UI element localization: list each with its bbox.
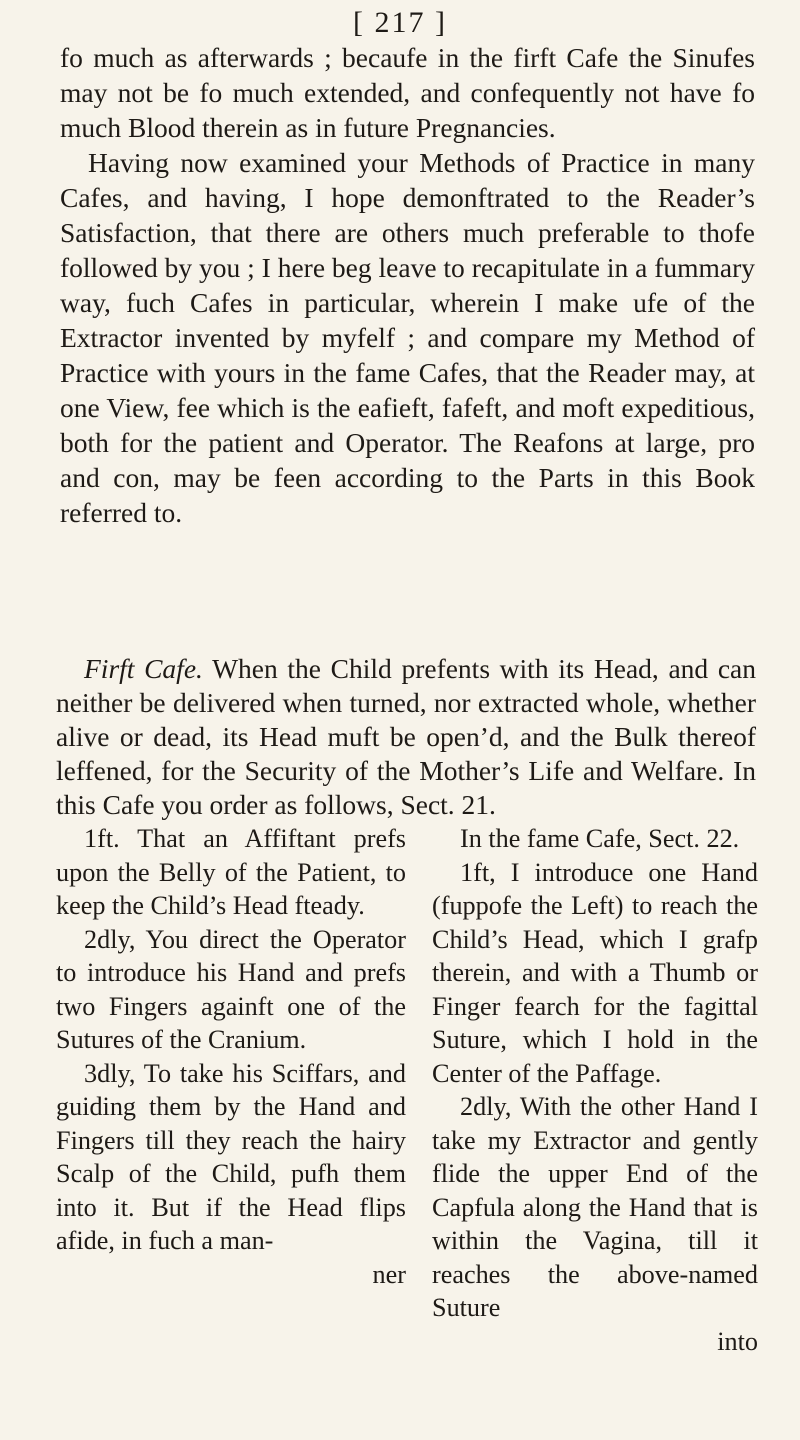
catchword: ner	[372, 1259, 406, 1289]
paragraph: Having now examined your Methods of Practice in many Cafes, and having, I hope demonftrated to the Reader’s Satisfaction, that there are others much preferable to thofe followed by you ; I here beg leave to recapitulate in a fummary way, fuch Cafes in particular, wherein I make ufe of the Extractor invented by myfelf ; and compare my Method of Practice with yours in the fame Cafes, that the Reader may, at one View, fee which is the eafieft, fafeft, and moft expeditious, both for the patient and Operator. The Reafons at large, pro and con, may be feen according to the Parts in this Book referred to.	[60, 147, 755, 528]
column-paragraph: 3dly, To take his Sciffars, and guiding them by the Hand and Fingers till they reach the hairy Scalp of the Child, pufh them into it. But if the Head flips afide, in fuch a man-	[56, 1058, 406, 1255]
column-paragraph: 2dly, You direct the Operator to introduce his Hand and prefs two Fingers againft one of the Sutures of the Cranium.	[56, 924, 406, 1054]
column-paragraph: 1ft, I introduce one Hand (fuppofe the Left) to reach the Child’s Head, which I grafp therein, and with a Thumb or Finger fearch for the fagittal Suture, which I hold in the Center of the Paffage.	[432, 857, 758, 1088]
first-case-paragraph	[56, 652, 756, 822]
catchword: into	[717, 1326, 758, 1356]
case-text: When the Child prefents with its Head, and can neither be delivered when turned, nor extracted whole, whether alive or dead, its Head muft be open’d, and the Bulk thereof leffened, for the Security of the Mother’s Life and Welfare. In this Cafe you order as follows, Sect. 21.	[56, 653, 756, 820]
case-heading: Firft Cafe.	[84, 653, 203, 684]
paragraph: fo much as afterwards ; becaufe in the firft Cafe the Sinufes may not be fo much extended, and confequently not have fo much Blood therein as in future Pregnancies.	[60, 42, 755, 143]
right-column	[432, 822, 758, 1358]
column-heading: In the fame Cafe, Sect. 22.	[460, 824, 740, 853]
left-column	[56, 822, 406, 1291]
column-paragraph: 1ft. That an Affiftant prefs upon the Belly of the Patient, to keep the Child’s Head fteady.	[56, 824, 406, 920]
column-paragraph: 2dly, With the other Hand I take my Extractor and gently flide the upper End of the Capfula along the Hand that is within the Vagina, till it reaches the above-named Suture	[432, 1092, 758, 1322]
page-number: [ 217 ]	[353, 6, 447, 39]
intro-text	[60, 40, 755, 530]
